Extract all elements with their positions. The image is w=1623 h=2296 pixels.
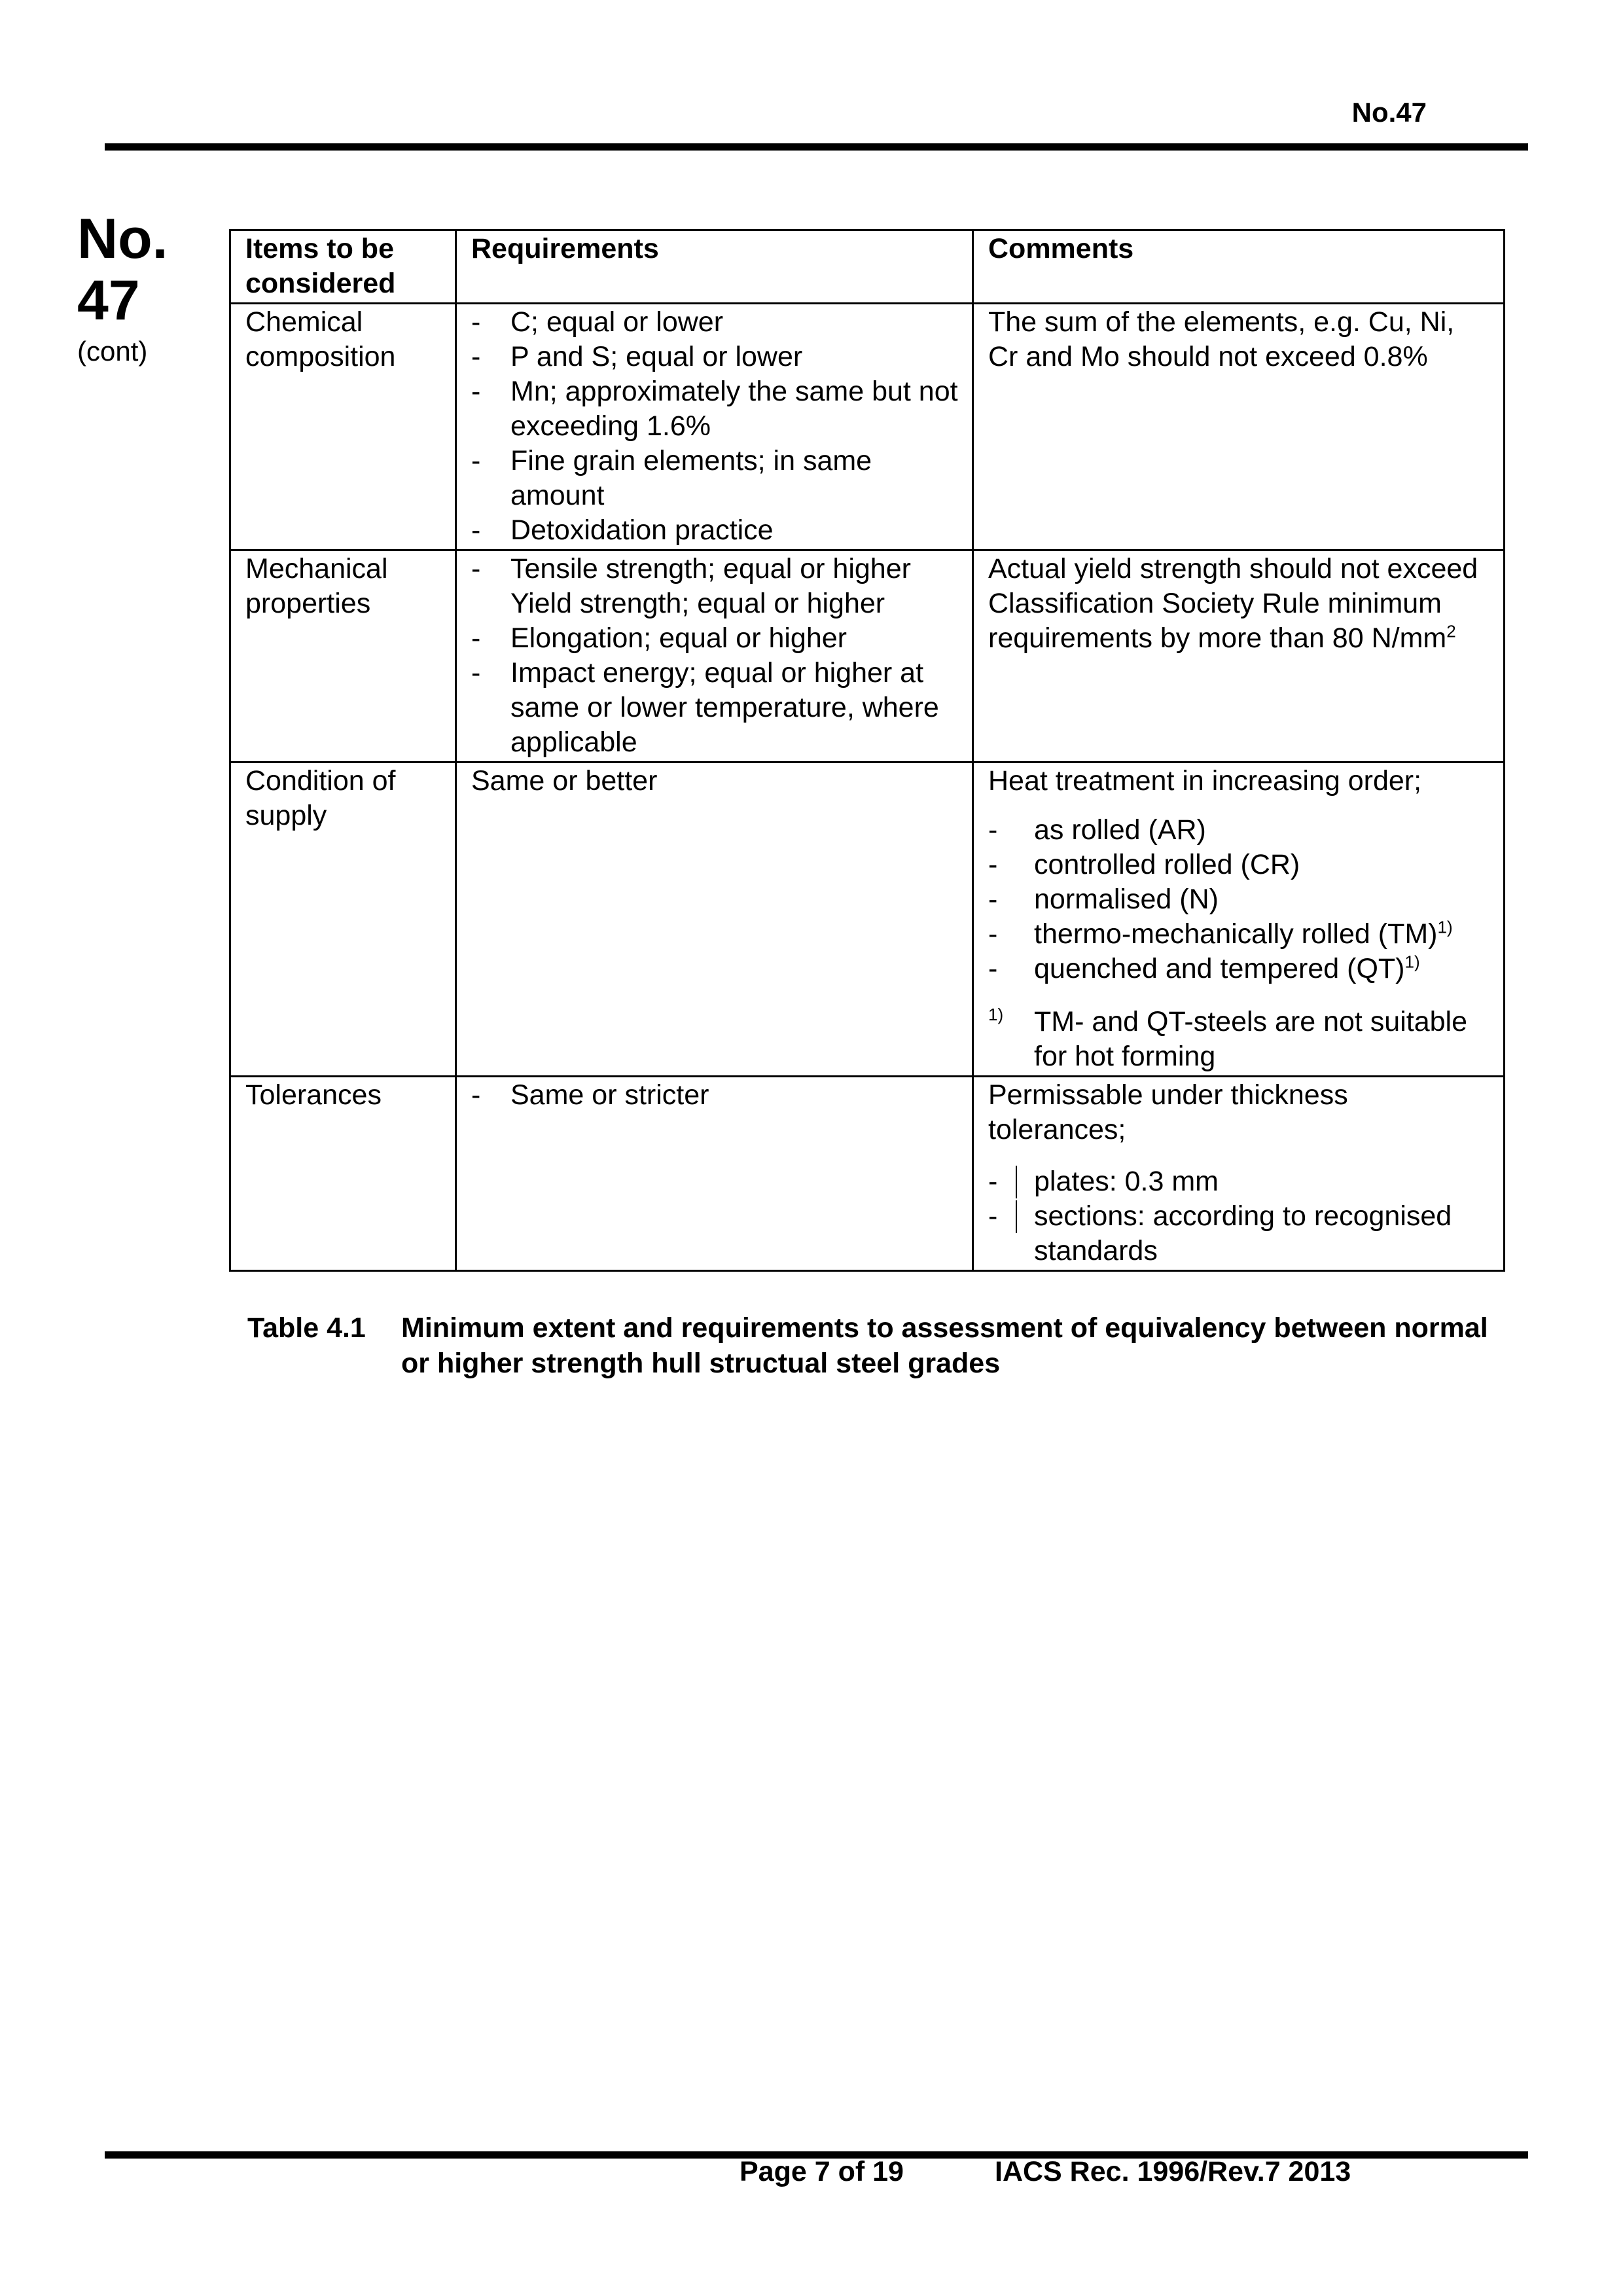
table-row <box>230 304 1505 550</box>
list-item: - Tensile strength; equal or higher <box>471 552 959 586</box>
list-item: standards <box>1034 1235 1158 1266</box>
list-item: - normalised (N) <box>988 882 1490 917</box>
footnote-text: TM- and QT-steels are not suitable for hot forming <box>1034 1006 1468 1072</box>
revision-label: IACS Rec. 1996/Rev.7 2013 <box>995 2156 1351 2187</box>
margin-no-label: No. <box>77 207 168 270</box>
header-document-number: No.47 <box>1351 97 1427 128</box>
list-item: - C; equal or lower <box>471 305 959 340</box>
list-item: - thermo-mechanically rolled (TM)$^{1)}$ <box>988 917 1490 952</box>
caption-text: Minimum extent and requirements to assessment of equivalency between normal or higher strength hull structual steel grades <box>401 1312 1488 1379</box>
list-item: - Elongation; equal or higher <box>471 621 959 656</box>
list-item: - Fine grain elements; in same amount <box>471 444 959 513</box>
header-comments: Comments <box>973 230 1505 304</box>
superscript: 1) <box>1404 952 1420 972</box>
header-requirements: Requirements <box>456 230 973 304</box>
row-item: Condition of supply <box>230 762 456 1077</box>
row-requirements <box>456 304 973 550</box>
table-row <box>230 1077 1505 1271</box>
list-item: - controlled rolled (CR) <box>988 848 1490 882</box>
list-item: - as rolled (AR) <box>988 813 1490 848</box>
margin-cont-label: (cont) <box>77 336 148 367</box>
header-rule <box>105 143 1528 151</box>
comment-intro: Heat treatment in increasing order; <box>988 765 1422 797</box>
footnote-mark: 1) <box>988 1005 1004 1024</box>
row-requirements <box>456 1077 973 1271</box>
page-number: Page 7 of 19 <box>740 2156 904 2187</box>
row-requirements <box>456 550 973 762</box>
requirements-table <box>229 229 1505 1272</box>
margin-no-number: 47 <box>77 269 140 332</box>
table-caption <box>247 1310 1524 1381</box>
superscript: 2 <box>1446 621 1456 641</box>
row-comment <box>973 550 1505 762</box>
row-item: Mechanical properties <box>230 550 456 762</box>
header-items: Items to be considered <box>230 230 456 304</box>
row-comment <box>973 1077 1505 1271</box>
row-comment: The sum of the elements, e.g. Cu, Ni, Cr and Mo should not exceed 0.8% <box>973 304 1505 550</box>
list-item: - sections: according to recognised <box>988 1199 1490 1234</box>
caption-number: Table 4.1 <box>247 1312 366 1344</box>
list-item: Yield strength; equal or higher <box>510 588 885 619</box>
list-item: - plates: 0.3 mm <box>988 1164 1490 1199</box>
comment-intro: Permissable under thickness tolerances; <box>988 1079 1348 1145</box>
footnote <box>988 1005 1490 1074</box>
superscript: 1) <box>1437 917 1453 937</box>
list-item: - Same or stricter <box>471 1078 959 1113</box>
list-item: - quenched and tempered (QT)$^{1)}$ <box>988 952 1490 986</box>
row-comment <box>973 762 1505 1077</box>
list-item: - Impact energy; equal or higher at same or lower temperature, where applicable <box>471 656 959 760</box>
table-row <box>230 550 1505 762</box>
row-item: Chemical composition <box>230 304 456 550</box>
list-item: - Mn; approximately the same but not exceeding 1.6% <box>471 374 959 444</box>
row-requirements: Same or better <box>456 762 973 1077</box>
margin-document-tag <box>77 208 168 365</box>
list-item: - P and S; equal or lower <box>471 340 959 374</box>
table-row <box>230 762 1505 1077</box>
table-header-row <box>230 230 1505 304</box>
list-item: - Detoxidation practice <box>471 513 959 548</box>
row-item: Tolerances <box>230 1077 456 1271</box>
comment-text: Actual yield strength should not exceed Classification Society Rule minimum requirements by more than 80 N/mm <box>988 553 1478 654</box>
